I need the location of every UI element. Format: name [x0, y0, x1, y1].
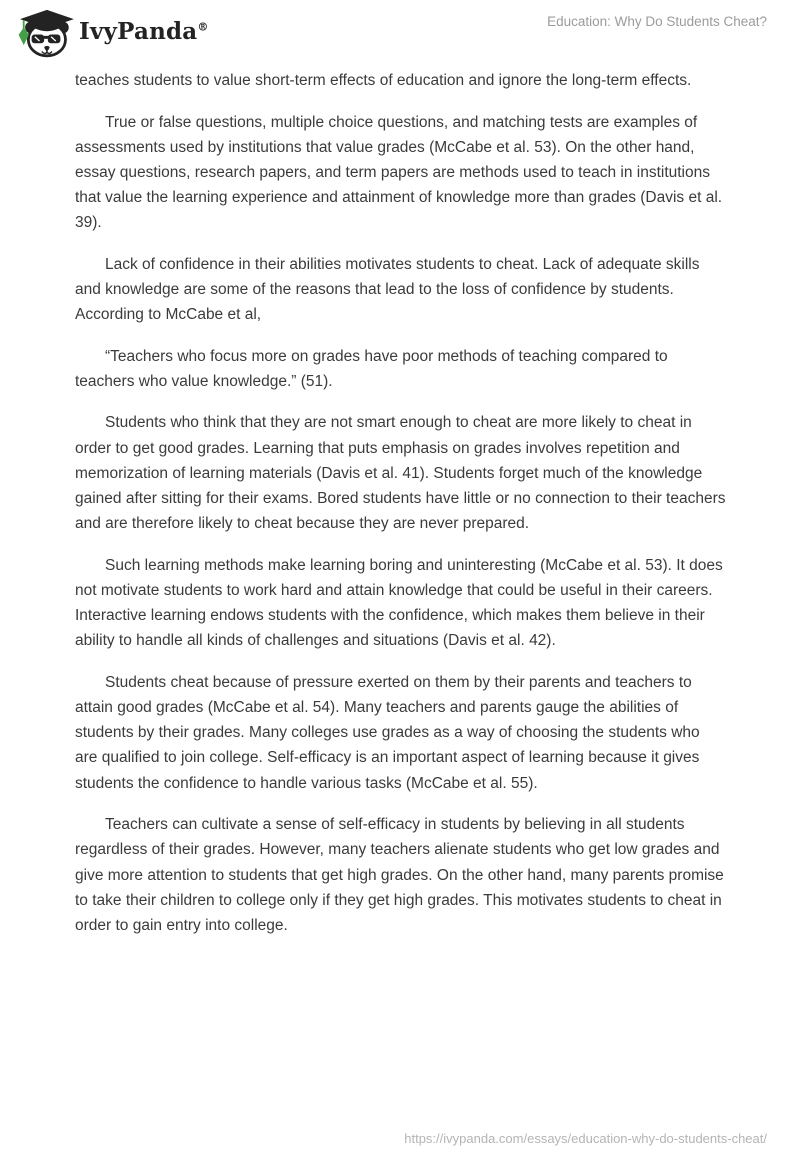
quote-paragraph: “Teachers who focus more on grades have poor methods of teaching compared to teachers who value knowledge.” (51).: [75, 347, 668, 390]
essay-paragraph: Lack of confidence in their abilities motivates students to cheat. Lack of adequate skills and knowledge are some of the reasons that lead to the loss of confidence by students. According to McCabe et al,: [75, 255, 700, 324]
registered-trademark-mark: ®: [197, 20, 209, 34]
brand-name: IvyPanda: [79, 18, 198, 45]
essay-paragraph: Students cheat because of pressure exerted on them by their parents and teachers to attain good grades (McCabe et al. 54). Many teachers and parents gauge the abilities of students by their grades. Many colleges use grades as a way of choosing the students who are qualified to join college. Self-efficacy is an important aspect of learning because it gives students the confidence to handle various tasks (McCabe et al. 55).: [75, 673, 700, 792]
essay-paragraph: Such learning methods make learning boring and uninteresting (McCabe et al. 53). It does not motivate students to work hard and attain knowledge that could be useful in their careers. Interactive learning endows students with the confidence, which makes them believe in their ability to handle all kinds of challenges and situations (Davis et al. 42).: [75, 556, 723, 650]
page-header: [0, 0, 800, 66]
essay-paragraph: True or false questions, multiple choice questions, and matching tests are examples of assessments used by institutions that value grades (McCabe et al. 53). On the other hand, essay questions, research papers, and term papers are methods used to teach in institutions that value the learning experience and attainment of knowledge more than grades (Davis et al. 39).: [75, 113, 723, 232]
ivypanda-panda-logo-icon: [15, 8, 77, 60]
brand-wordmark: [79, 20, 209, 44]
essay-paragraph: teaches students to value short-term effects of education and ignore the long-term effects.: [75, 72, 692, 89]
running-head-title: Education: Why Do Students Cheat?: [547, 14, 767, 29]
essay-paragraph: Teachers can cultivate a sense of self-efficacy in students by believing in all students regardless of their grades. However, many teachers alienate students who get low grades and give more attention to students that get high grades. On the other hand, many parents promise to take their children to college only if they get high grades. This motivates students to cheat in order to gain entry into college.: [75, 816, 724, 934]
source-url-link[interactable]: https://ivypanda.com/essays/education-why-do-students-cheat/: [404, 1131, 767, 1146]
essay-body: [75, 68, 726, 954]
essay-paragraph: Students who think that they are not smart enough to cheat are more likely to cheat in order to get good grades. Learning that puts emphasis on grades involves repetition and memorization of learning materials (Davis et al. 41). Students forget much of the knowledge gained after sitting for their exams. Bored students have little or no connection to their teachers and are therefore likely to cheat because they are never prepared.: [75, 414, 726, 533]
